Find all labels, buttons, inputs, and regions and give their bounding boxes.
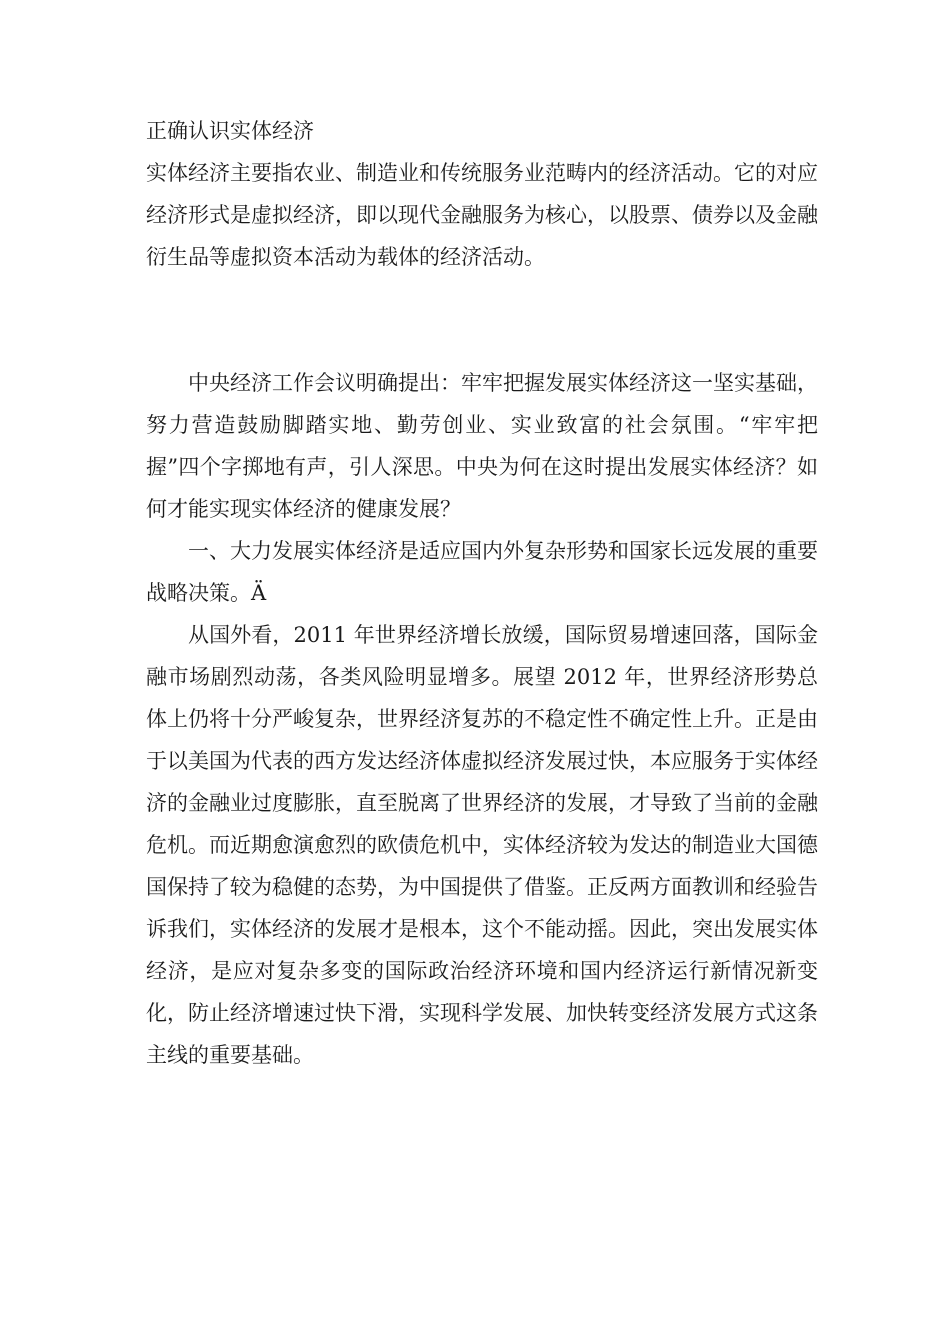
paragraph-definition: 实体经济主要指农业、制造业和传统服务业范畴内的经济活动。它的对应经济形式是虚拟经济，即以现代金融服务为核心，以股票、债券以及金融衍生品等虚拟资本活动为载体的经济活动。: [146, 161, 818, 269]
paragraph-conference: 中央经济工作会议明确提出：牢牢把握发展实体经济这一坚实基础，努力营造鼓励脚踏实地、勤劳创业、实业致富的社会氛围。“牢牢把握”四个字掷地有声，引人深思。中央为何在这时提出发展实体经济？如何才能实现实体经济的健康发展？: [146, 371, 818, 521]
document-page: [146, 110, 818, 1076]
document-title: 正确认识实体经济: [146, 119, 314, 143]
section-heading-one: 一、大力发展实体经济是适应国内外复杂形势和国家长远发展的重要战略决策。Ä: [146, 539, 818, 605]
paragraph-international: 从国外看，2011 年世界经济增长放缓，国际贸易增速回落，国际金融市场剧烈动荡，各类风险明显增多。展望 2012 年，世界经济形势总体上仍将十分严峻复杂，世界经济复苏的不稳定性不确定性上升。正是由于以美国为代表的西方发达经济体虚拟经济发展过快，本应服务于实体经济的金融业过度膨胀，直至脱离了世界经济的发展，才导致了当前的金融危机。而近期愈演愈烈的欧债危机中，实体经济较为发达的制造业大国德国保持了较为稳健的态势，为中国提供了借鉴。正反两方面教训和经验告诉我们，实体经济的发展才是根本，这个不能动摇。因此，突出发展实体经济，是应对复杂多变的国际政治经济环境和国内经济运行新情况新变化，防止经济增速过快下滑，实现科学发展、加快转变经济发展方式这条主线的重要基础。: [146, 623, 818, 1067]
